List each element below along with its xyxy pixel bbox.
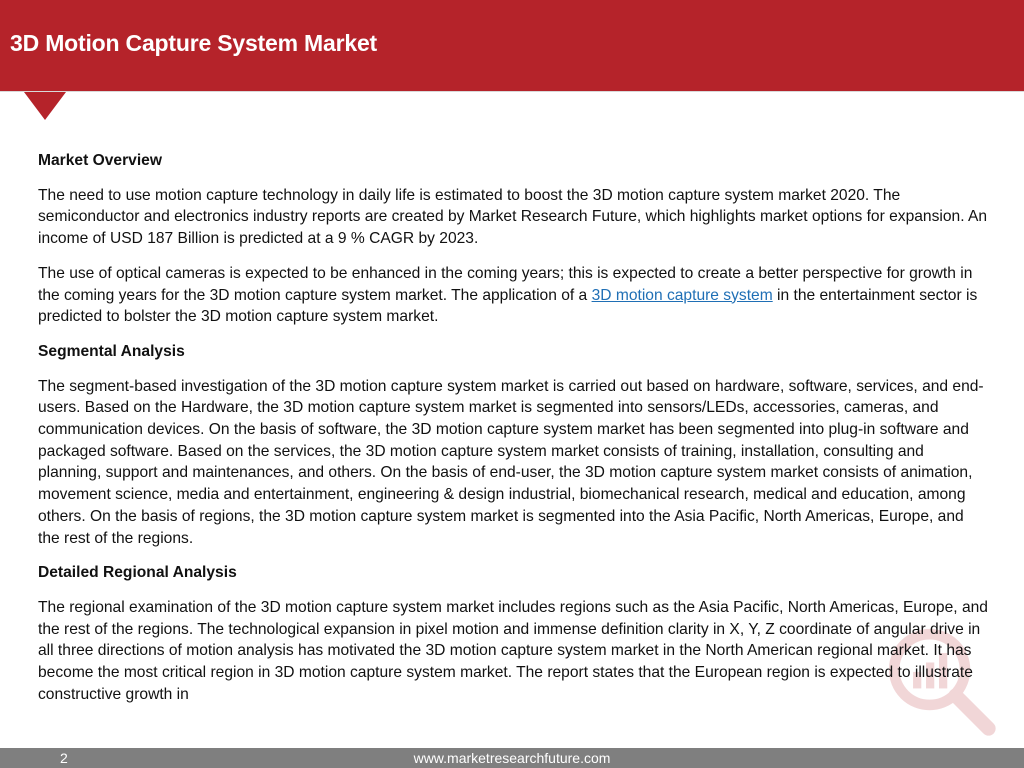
paragraph-overview-1: The need to use motion capture technology in daily life is estimated to boost the 3D motion capture system market 2020. The semiconductor and electronics industry reports are created by Market Research Future, which highlights market options for expansion. An income of USD 187 Billion is predicted at a 9 % CAGR by 2023. (38, 186, 988, 248)
header-pointer-decoration (24, 92, 66, 120)
paragraph-overview-2-text-b: in the entertainment sector is predicted to bolster the 3D motion capture system market. (38, 286, 978, 326)
link-3d-motion-capture-system[interactable]: 3D motion capture system (591, 286, 773, 304)
content-body (38, 150, 988, 738)
page-title: 3D Motion Capture System Market (10, 30, 377, 56)
paragraph-overview-2-text-a: The use of optical cameras is expected to be enhanced in the coming years; this is expected to create a better perspective for growth in the coming years for the 3D motion capture system market. The application of a (38, 264, 973, 304)
paragraph-overview-2 (38, 263, 988, 328)
section-heading-regional: Detailed Regional Analysis (38, 564, 237, 582)
footer-bar (0, 748, 1024, 768)
paragraph-regional: The regional examination of the 3D motion capture system market includes regions such as the Asia Pacific, North Americas, Europe, and the rest of the regions. The technological expansion in pixel motion and immense definition clarity in X, Y, Z coordinate of angular drive in all three directions of motion analysis has motivated the 3D motion capture system market in the North American regional market. It has become the most critical region in 3D motion capture system market. The report states that the European region is expected to illustrate constructive growth in (38, 598, 988, 703)
paragraph-segmental: The segment-based investigation of the 3D motion capture system market is carried out based on hardware, software, services, and end-users. Based on the Hardware, the 3D motion capture system market is segmented into sensors/LEDs, accessories, cameras, and communication devices. On the basis of software, the 3D motion capture system market has been segmented into plug-in software and packaged software. Based on the services, the 3D motion capture system market consists of training, installation, consulting and planning, support and maintenances, and others. On the basis of end-user, the 3D motion capture system market consists of animation, movement science, media and entertainment, engineering & design industrial, biomechanical research, medical and education, among others. On the basis of regions, the 3D motion capture system market is segmented into the Asia Pacific, North Americas, Europe, and the rest of the regions. (38, 377, 984, 547)
section-heading-overview: Market Overview (38, 152, 162, 169)
header-bar (0, 0, 1024, 92)
section-heading-segmental: Segmental Analysis (38, 342, 185, 360)
page-number: 2 (60, 750, 68, 766)
footer-url: www.marketresearchfuture.com (413, 750, 611, 766)
